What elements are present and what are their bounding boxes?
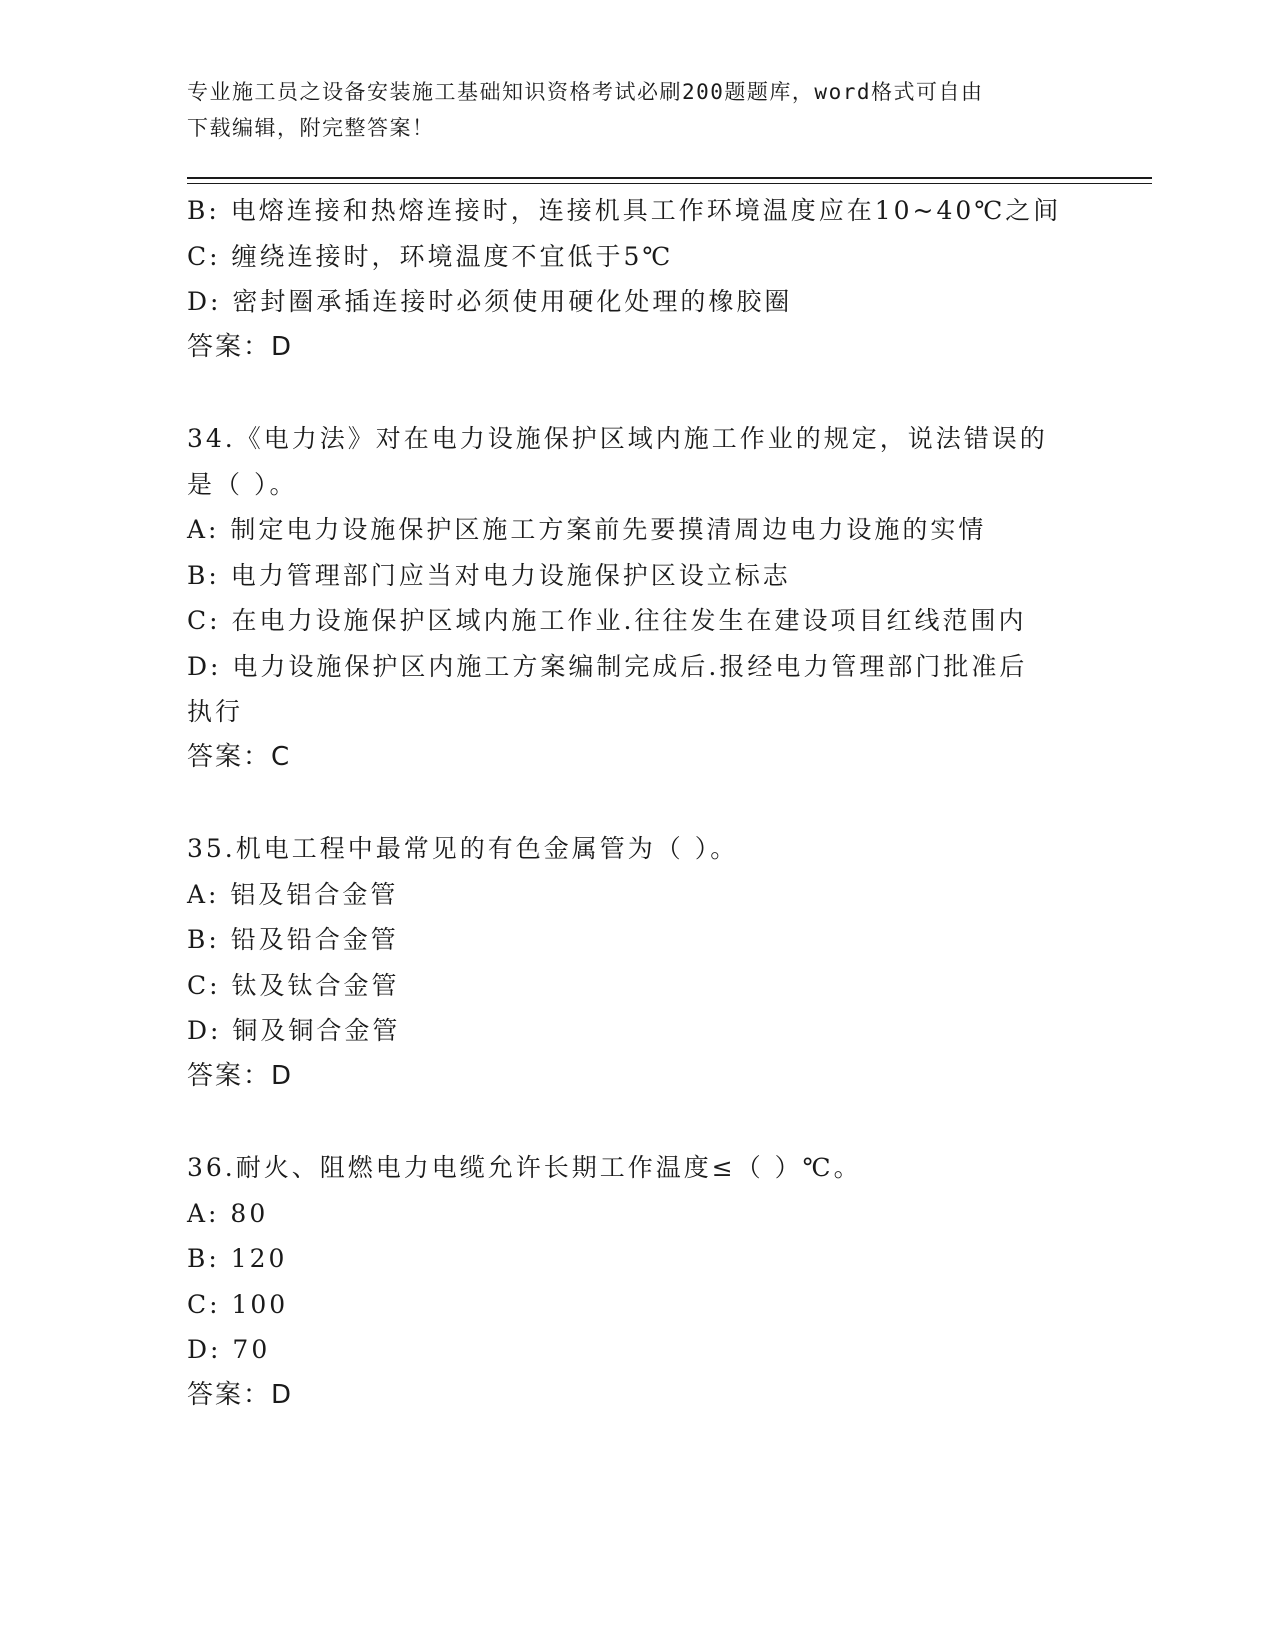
- option-d: D: 70: [187, 1335, 271, 1364]
- question-content: [187, 188, 1087, 1418]
- option-b: B: 电力管理部门应当对电力设施保护区设立标志: [187, 560, 791, 590]
- question-36: [187, 1145, 1087, 1418]
- question-stem: 34.《电力法》对在电力设施保护区域内施工作业的规定，说法错误的: [187, 424, 1048, 453]
- option-c: C: 缠绕连接时，环境温度不宜低于5℃: [187, 241, 674, 271]
- question-35: [187, 826, 1087, 1099]
- spacer: [187, 1099, 1087, 1145]
- spacer: [187, 370, 1087, 416]
- header-divider-thin: [187, 183, 1152, 184]
- option-c: C: 在电力设施保护区域内施工作业.往往发生在建设项目红线范围内: [187, 606, 1027, 635]
- option-d: D: 密封圈承插连接时必须使用硬化处理的橡胶圈: [187, 287, 793, 316]
- option-a: A: 80: [187, 1198, 269, 1228]
- option-b: B: 铅及铅合金管: [187, 925, 399, 954]
- option-a: A: 铝及铝合金管: [187, 879, 399, 909]
- option-d-continued: 执行: [187, 697, 244, 726]
- question-stem-continued: 是（ ）。: [187, 469, 298, 499]
- document-header: [187, 74, 1087, 146]
- header-line-2: 下载编辑，附完整答案！: [187, 116, 435, 140]
- question-stem: 36.耐火、阻燃电力电缆允许长期工作温度≤（ ）℃。: [187, 1153, 862, 1182]
- option-c: C: 100: [187, 1289, 289, 1319]
- option-d: D: 电力设施保护区内施工方案编制完成后.报经电力管理部门批准后: [187, 651, 1028, 681]
- answer: 答案：D: [187, 331, 294, 362]
- answer: 答案：D: [187, 1060, 294, 1091]
- answer: 答案：C: [187, 741, 292, 772]
- answer: 答案：D: [187, 1379, 294, 1410]
- option-c: C: 钛及钛合金管: [187, 970, 400, 1000]
- spacer: [187, 780, 1087, 826]
- header-line-1: 专业施工员之设备安装施工基础知识资格考试必刷200题题库，word格式可自由: [187, 80, 984, 104]
- option-b: B: 120: [187, 1244, 288, 1273]
- header-divider-thick: [187, 177, 1152, 179]
- question-stem: 35.机电工程中最常见的有色金属管为（ ）。: [187, 834, 739, 863]
- question-33-continued: [187, 188, 1087, 370]
- option-b: B: 电熔连接和热熔连接时，连接机具工作环境温度应在10~40℃之间: [187, 196, 1062, 225]
- option-d: D: 铜及铜合金管: [187, 1016, 401, 1045]
- question-34: [187, 416, 1087, 780]
- option-a: A: 制定电力设施保护区施工方案前先要摸清周边电力设施的实情: [187, 515, 987, 544]
